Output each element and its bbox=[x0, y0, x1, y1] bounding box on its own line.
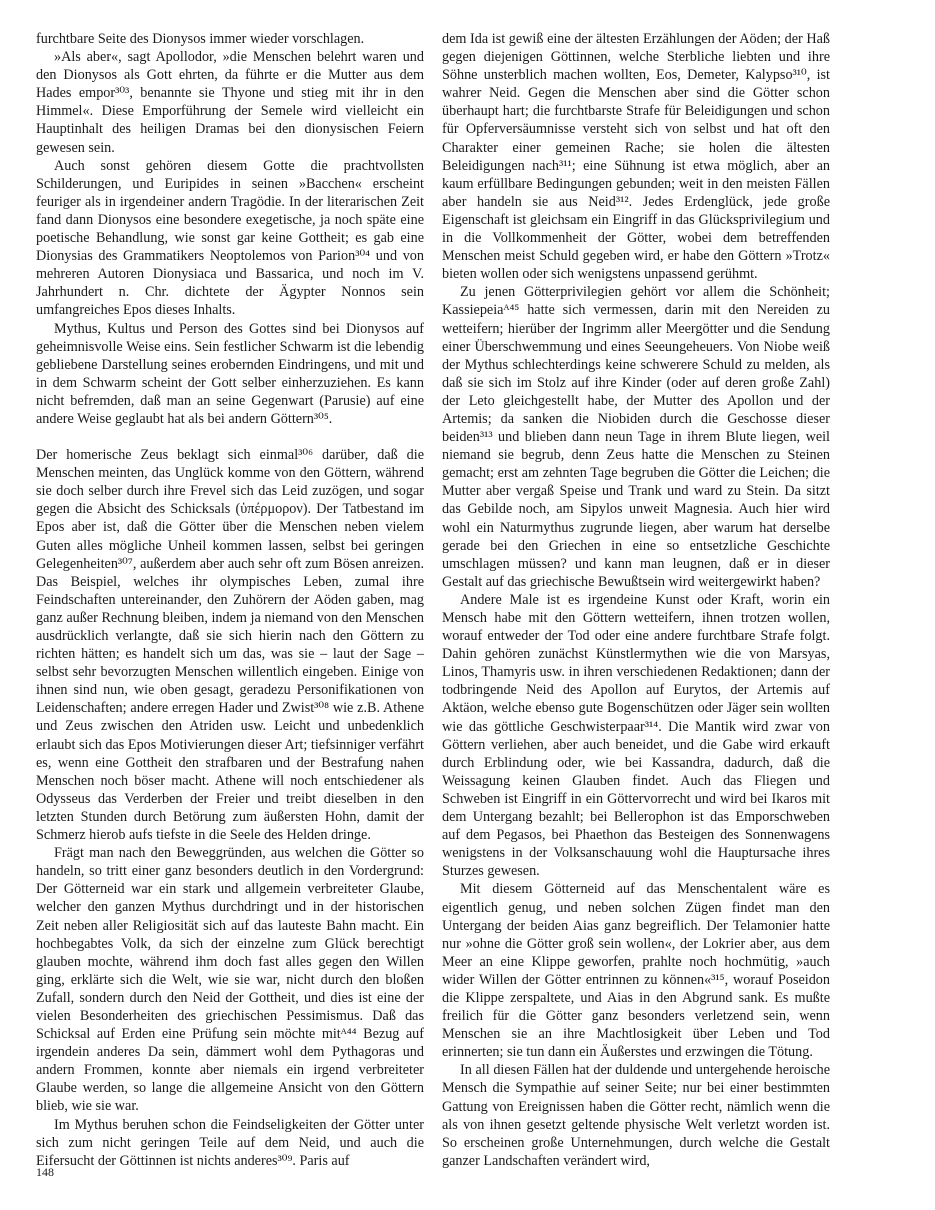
paragraph: Frägt man nach den Beweggründen, aus welchen die Götter so handeln, so tritt einer ganz besonders deutlich in den Vordergrund: Der Götterneid war ein stark und allgemein verbreiteter Glaube, welcher den ganzen Mythus durchdringt und in der historischen Zeit neben aller Religiosität sich auf das lauteste Bahn macht. Ein hochbegabtes Volk, da sich der einzelne zum Glück berechtigt glauben mochte, während ihm doch fast alles gegen den Willen ging, erklärte sich die Welt, wie sie war, nicht durch den bloßen Zufall, sondern durch den Neid der Gottheit, und dies ist eine der vielen Besonderheiten des griechischen Pessimismus. Daß das Schicksal auf Erden eine Prüfung sein möchte mitᴬ⁴⁴ Bezug auf irgendein anderes Da sein, dämmert wohl dem Pythagoras und andern Frommen, konnte aber niemals ein irgend verbreiteter Glaube werden, so lange die allgemeine Ansicht von den Göttern blieb, wie sie war. bbox=[36, 845, 424, 1115]
paragraph: dem Ida ist gewiß eine der ältesten Erzählungen der Aöden; der Haß gegen diejenigen Göttinnen, welche Sterbliche liebten und ihre Söhne unsterblich machen wollten, Eos, Demeter, Kalypso³¹⁰, ist wahrer Neid. Gegen die Menschen aber sind die Götter schon überhaupt hart; die furchtbarste Strafe für Beleidigungen und schon für Opferversäumnisse versteht sich von selbst und hat oft den Charakter einer gemeinen Rache; sie holen die ältesten Beleidigungen nach³¹¹; eine Sühnung ist etwa möglich, aber an kaum erfüllbare Bedingungen gebunden; weit in den meisten Fällen aber handeln sie aus Neid³¹². Jedes Erdenglück, jede große Eigenschaft ist gleichsam ein Eingriff in das Glücksprivilegium und in die Vollkommenheit der Götter, wobei dem betreffenden Menschen meist Schuld gegeben wird, er habe den Göttern »Trotz« bieten wollen oder sich wenigstens unpassend gerühmt. bbox=[442, 31, 830, 283]
section-break bbox=[36, 428, 424, 446]
paragraph: Andere Male ist es irgendeine Kunst oder Kraft, worin ein Mensch habe mit den Göttern wetteifern, ihnen trotzen wollen, worauf entweder der Tod oder eine andere furchtbare Strafe folgt. Dahin gehören zunächst Künstlermythen wie die von Marsyas, Linos, Thamyris usw. in ihren verschiedenen Redaktionen; dann der todbringende Neid des Apollon auf Eurytos, der Artemis auf Aktäon, welche ebenso gute Bogenschützen oder Jäger sein wollten wie das göttliche Geschwisterpaar³¹⁴. Die Mantik wird zwar von Göttern verliehen, aber auch beneidet, und die Gabe wird erkauft durch Erblindung oder, wie bei Kassandra, dadurch, daß die Weissagung keinen Glauben findet. Auch das Fliegen und Schweben ist Eingriff in ein Göttervorrecht und wird bei Ikaros mit dem Untergang bezahlt; bei Bellerophon ist das Emporschweben auf dem Pegasos, bei Phaethon das Besteigen des Sonnenwagens wenigstens in der Volksanschauung wohl die Hauptursache ihres Sturzes gewesen. bbox=[442, 591, 830, 880]
paragraph: Mit diesem Götterneid auf das Menschentalent wäre es eigentlich genug, und neben solchen Zügen findet man den Untergang der beiden Aias ganz begreiflich. Der Telamonier hatte nur »ohne die Götter groß sein wollen«, der Lokrier aber, aus dem Meer an eine Klippe geworfen, prahlte noch hochmütig, »auch wider Willen der Götter entrinnen zu können«³¹⁵, worauf Poseidon die Klippe zerspaltete, und Aias in den Abgrund sank. Es mußte freilich für die Götter ganz besonders verletzend sein, wenn Menschen sie an ihre Machtlosigkeit über Leben und Tod erinnerten; sie tun dann ein Äußerstes und erzwingen die Tötung. bbox=[442, 881, 830, 1061]
paragraph: »Als aber«, sagt Apollodor, »die Menschen belehrt waren und den Dionysos als Gott ehrten, da führte er die Mutter aus dem Hades empor³⁰³, benannte sie Thyone und stieg mit ihr in den Himmel«. Diese Emporführung der Semele wird vielleicht ein Hauptinhalt des heiligen Dramas bei den dionysischen Feiern gewesen sein. bbox=[36, 49, 424, 156]
paragraph: furchtbare Seite des Dionysos immer wieder vorschlagen. bbox=[36, 31, 365, 47]
paragraph: Zu jenen Götterprivilegien gehört vor allem die Schönheit; Kassiepeiaᴬ⁴⁵ hatte sich vermessen, darin mit den Nereiden zu wetteifern; hierüber der Ingrimm aller Meergötter und die Sendung einer Überschwemmung und eines Seeungeheuers. Von Niobe weiß der Mythus schlechterdings keine schwerere Schuld zu melden, als daß sie sich im Stolz auf ihre Kinder (oder auf deren große Zahl) der Leto gleichgestellt habe, der Mutter des Apollon und der Artemis; da sanken die Niobiden durch die Geschosse dieser beiden³¹³ und blieben dann neun Tage in ihrem Blute liegen, weil niemand sie begrub, denn Zeus hatte die Menschen zu Steinen gemacht; erst am zehnten Tage begruben die Götter die Leichen; die Mutter aber vergaß Speise und Trank und ward zu Stein. Da sitzt das Gebilde noch, am Sipylos unweit Magnesia. Auch hier wird wohl ein Naturmythus zugrunde liegen, aber warum hat derselbe gerade bei den Griechen in eine so entsetzliche Geschichte umschlagen müssen? und kann man leugnen, daß er in dieser Gestalt auf das griechische Bewußtsein wird weitergewirkt haben? bbox=[442, 284, 830, 590]
paragraph: Auch sonst gehören diesem Gotte die prachtvollsten Schilderungen, und Euripides in seinen »Bacchen« erscheint feuriger als in irgendeiner andern Tragödie. In der literarischen Zeit fand dann Dionysos eine besondere exegetische, ja noch späte eine poetische Behandlung, wie sonst gar keine Gottheit; es gab eine Dionysias des Grammatikers Neoptolemos von Parion³⁰⁴ und von mehreren Autoren Dionysiaca und Bassarica, und noch im V. Jahrhundert n. Chr. dichtete der Ägypter Nonnos sein umfangreiches Epos dieses Inhalts. bbox=[36, 157, 424, 319]
page-number: 148 bbox=[36, 1165, 54, 1179]
left-column bbox=[36, 30, 424, 1170]
paragraph: Mythus, Kultus und Person des Gottes sind bei Dionysos auf geheimnisvolle Weise eins. Sein festlicher Schwarm ist die lebendig gebliebene Darstellung seines erobernden Eindringens, und mit und in dem Schwarm scheint der Gott selber einherzuziehen. Es kann nicht befremden, daß man an seine Gegenwart (Parusie) auf eine andere Weise geglaubt hat als bei andern Göttern³⁰⁵. bbox=[36, 320, 424, 427]
right-column bbox=[442, 30, 830, 1170]
paragraph: Im Mythus beruhen schon die Feindseligkeiten der Götter unter sich zum nicht geringen Teile auf dem Neid, und auch die Eifersucht der Göttinnen ist nichts anderes³⁰⁹. Paris auf bbox=[36, 1116, 424, 1169]
paragraph: In all diesen Fällen hat der duldende und untergehende heroische Mensch die Sympathie auf seiner Seite; nur bei einer bestimmten Gattung von Ereignissen haben die Götter recht, nämlich wenn die als von ihnen gesetzt geltende physische Welt verletzt worden ist. So erscheinen große Unternehmungen, durch welche die Gestalt ganzer Landschaften verändert wird, bbox=[442, 1062, 830, 1169]
paragraph: Der homerische Zeus beklagt sich einmal³⁰⁶ darüber, daß die Menschen meinten, das Unglück komme von den Göttern, während sie doch selber durch ihre Frevel sich das Leid zuzögen, und sogar gegen die Absicht des Schicksals (ὑπέρμορον). Der Tatbestand im Epos aber ist, daß die Götter über die Menschen neben vielem Guten alles mögliche Unheil kommen lassen, selbst bei geringen Gelegenheiten³⁰⁷, außerdem aber auch sehr oft zum Bösen anreizen. Das Beispiel, welches ihr olympisches Leben, zumal ihre Feindschaften untereinander, den Zuhörern der Aöden gaben, mag ganz außer Rechnung bleiben, indem ja niemand von den Menschen ausdrücklich verlangte, daß sie sich hierin nach den Göttern zu richten hätten; es handelt sich um das, was sie – laut der Sage – selbst sehr bevorzugten Menschen willentlich eingeben. Einige von ihnen sind nun, wie oben gesagt, geradezu Personifikationen von Leidenschaften; andere erregen Hader und Zwist³⁰⁸ wie z.B. Athene und Zeus zwischen den Atriden usw. Leicht und unbedenklich erlaubt sich das Epos Motivierungen dieser Art; tiefsinniger verfährt es, wenn eine Gottheit den strafbaren und der Bestrafung nahen Menschen noch böser macht. Athene will noch entschiedener als Odysseus das Verderben der Freier und treibt dieselben in den letzten Stunden durch Betörung zum äußersten Hohn, damit der Schmerz hierob aufs tiefste in die Seele des Helden dringe. bbox=[36, 447, 424, 844]
